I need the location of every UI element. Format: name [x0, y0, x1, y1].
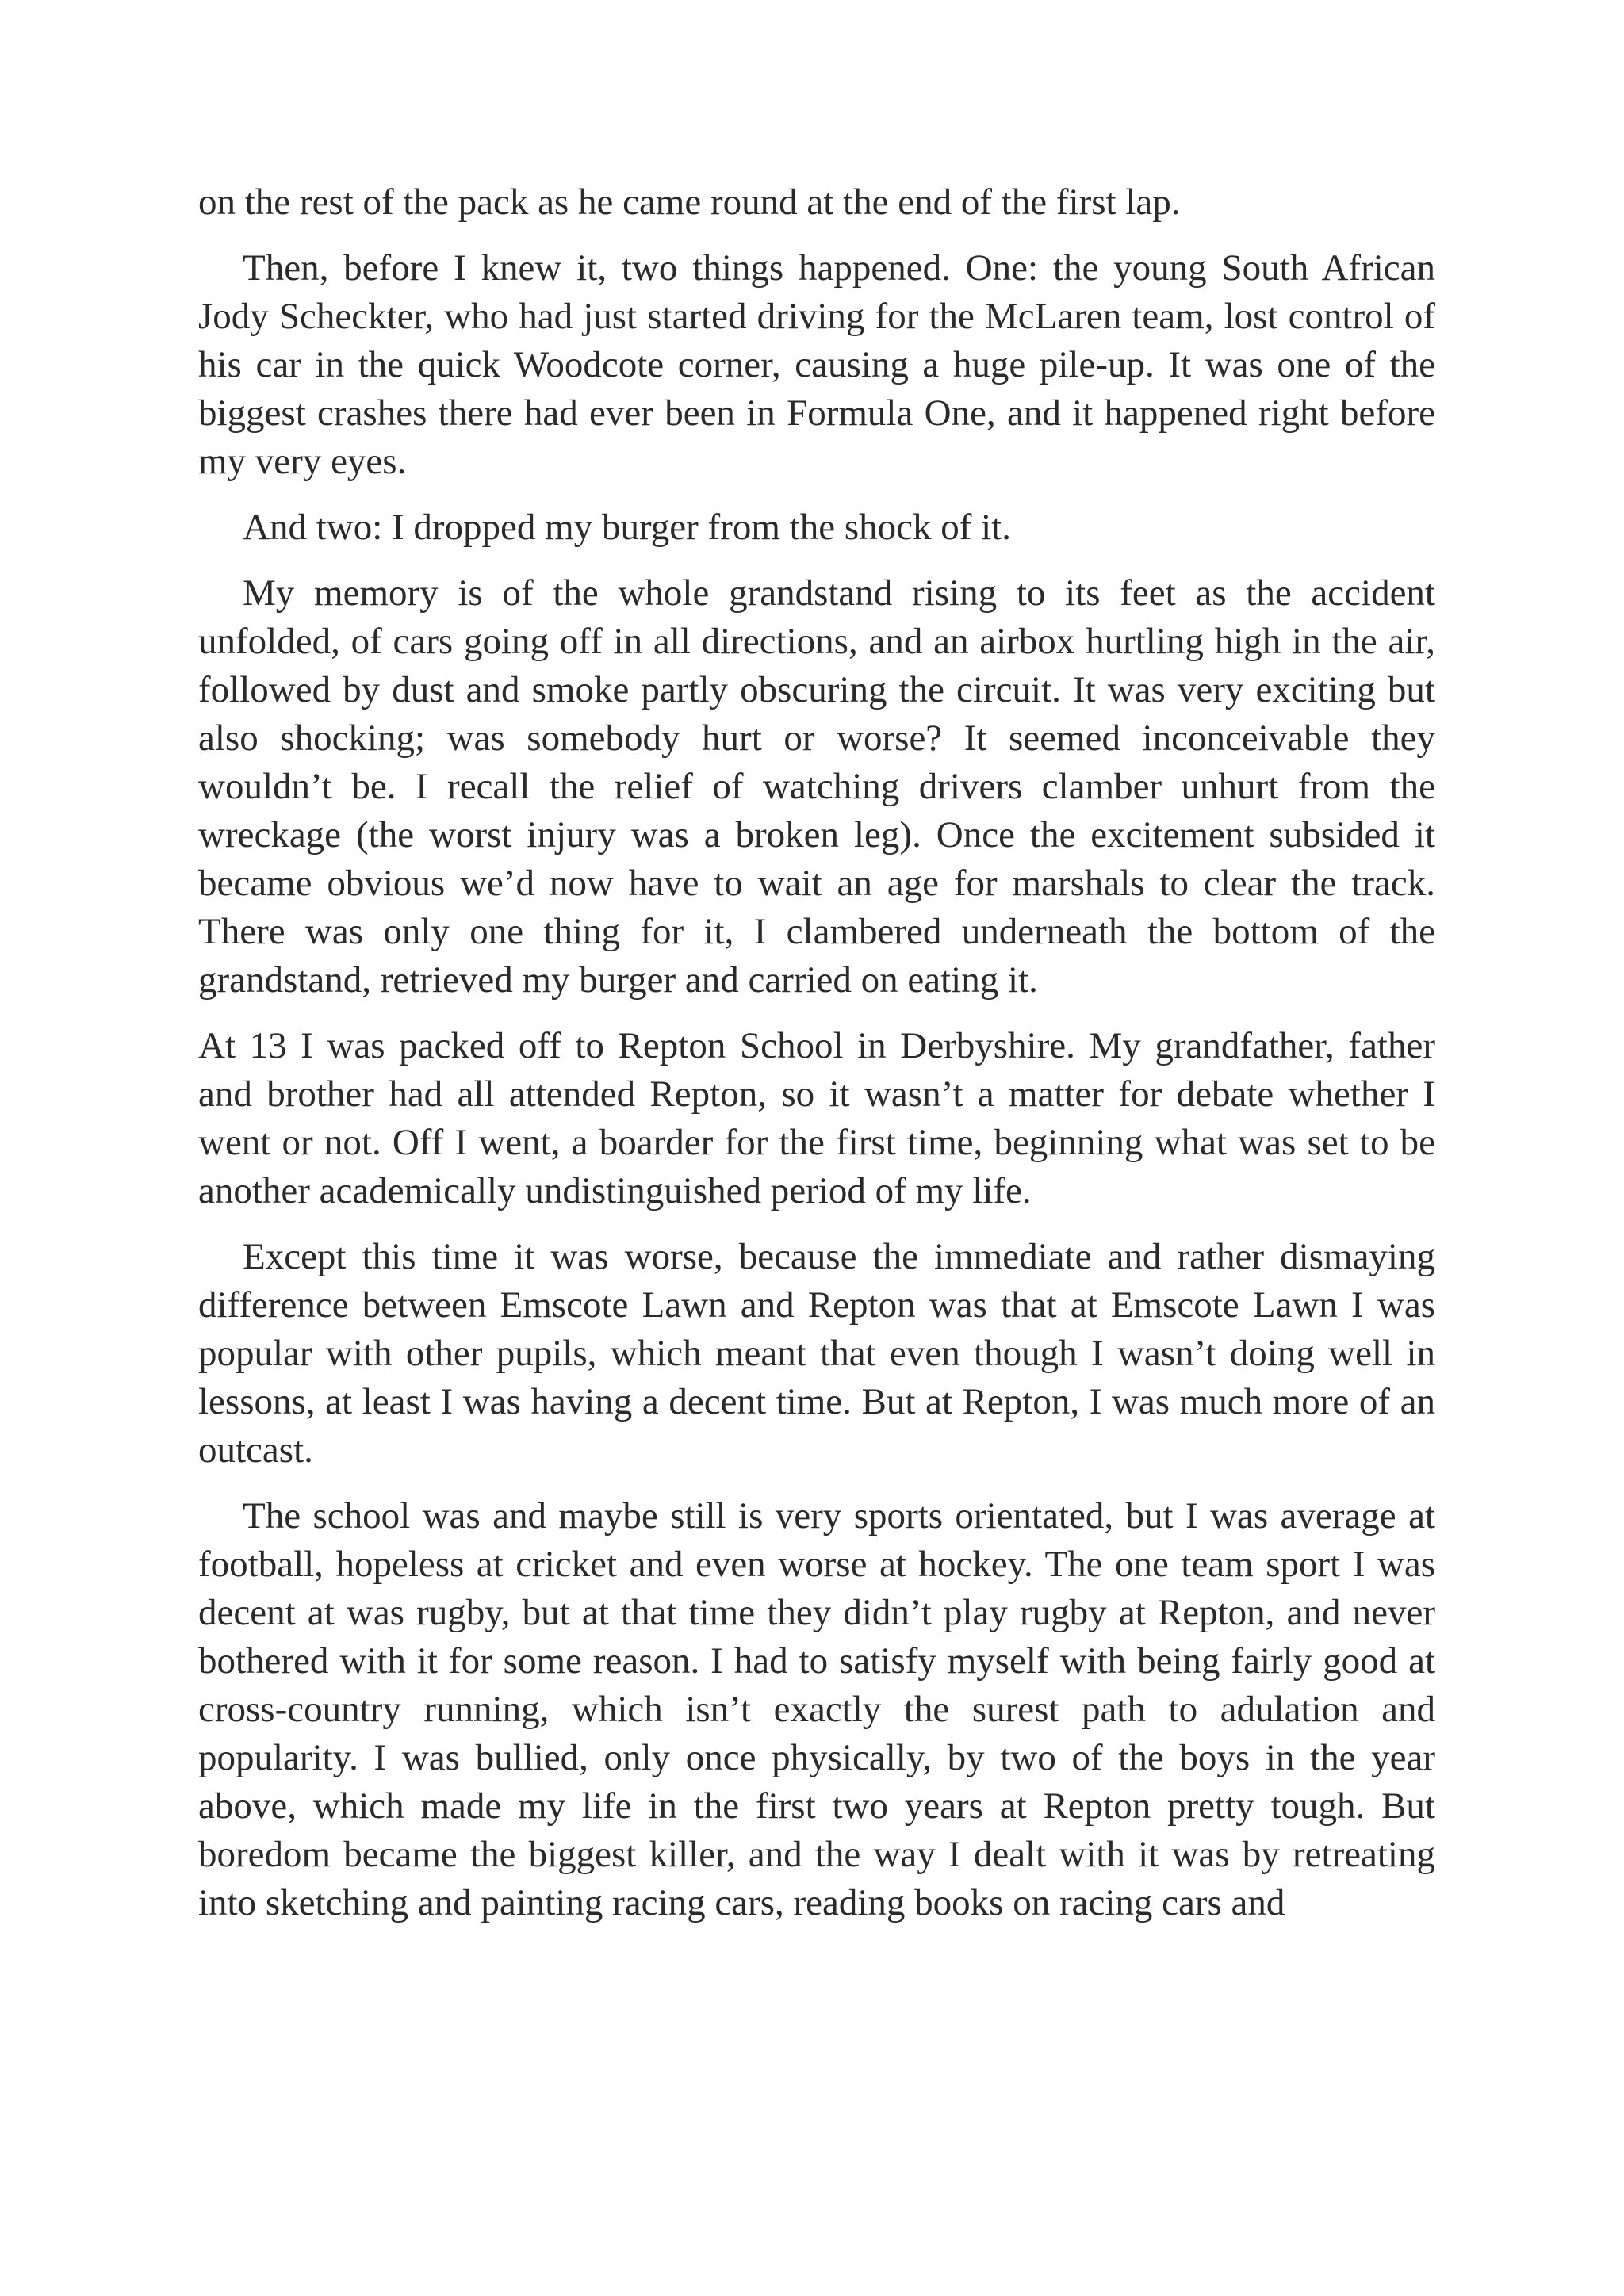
paragraph-crash: Then, before I knew it, two things happened. One: the young South African Jody Scheckter, who had just started driving for the McLaren team, lost control of his car in the quick Woodcote corner, causing a huge pile-up. It was one of the biggest crashes there had ever been in Formula One, and it happened right before my very eyes.	[198, 247, 1435, 482]
paragraph-repton-school: At 13 I was packed off to Repton School in Derbyshire. My grandfather, father and brother had all attended Repton, so it wasn’t a matter for debate whether I went or not. Off I went, a boarder for the first time, beginning what was set to be another academically undistinguished period of my life.	[198, 1025, 1435, 1211]
paragraph-worse: Except this time it was worse, because the immediate and rather dismaying difference between Emscote Lawn and Repton was that at Emscote Lawn I was popular with other pupils, which meant that even though I wasn’t doing well in lessons, at least I was having a decent time. But at Repton, I was much more of an outcast.	[198, 1236, 1435, 1471]
paragraph-burger: And two: I dropped my burger from the shock of it.	[243, 507, 1011, 548]
paragraph-sports: The school was and maybe still is very sports orientated, but I was average at football, hopeless at cricket and even worse at hockey. The one team sport I was decent at was rugby, but at that time they didn’t play rugby at Repton, and never bothered with it for some reason. I had to satisfy myself with being fairly good at cross-country running, which isn’t exactly the surest path to adulation and popularity. I was bullied, only once physically, by two of the boys in the year above, which made my life in the first two years at Repton pretty tough. But boredom became the biggest killer, and the way I dealt with it was by retreating into sketching and painting racing cars, reading books on racing cars and	[198, 1495, 1435, 1923]
paragraph-continuation: on the rest of the pack as he came round at the end of the first lap.	[198, 182, 1181, 223]
book-page-body	[198, 178, 1435, 1945]
paragraph-memory: My memory is of the whole grandstand rising to its feet as the accident unfolded, of cars going off in all directions, and an airbox hurtling high in the air, followed by dust and smoke partly obscuring the circuit. It was very exciting but also shocking; was somebody hurt or worse? It seemed inconceivable they wouldn’t be. I recall the relief of watching drivers clamber unhurt from the wreckage (the worst injury was a broken leg). Once the excitement subsided it became obvious we’d now have to wait an age for marshals to clear the track. There was only one thing for it, I clambered underneath the bottom of the grandstand, retrieved my burger and carried on eating it.	[198, 572, 1435, 1001]
